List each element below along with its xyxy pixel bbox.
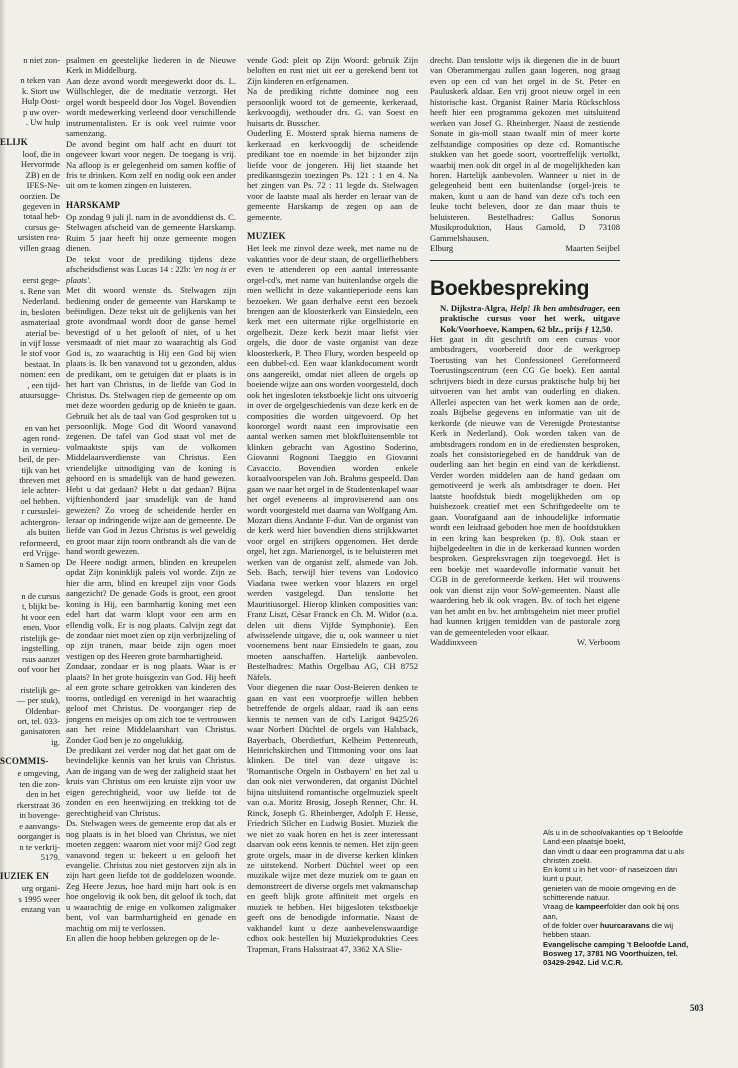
fragment-line: , een tijd- (27, 379, 60, 390)
paragraph: Zondaar, zondaar er is nog plaats. Waar is er plaats? In het grote huisgezin van God. Hij heeft al een grote schare getrokken van kinderen des toorns, ontledigd en verenigd in het waarachtig geloof met Christus. De voorganger riep de jongens en meisjes op om zich toe te vertrouwen aan het reine Middelaarshart van Christus. Zonder God ben je zo ongelukkig. (66, 661, 236, 745)
fragment-line: e omgeving, (17, 768, 60, 779)
signature-name: Maarten Seijbel (565, 243, 620, 254)
fragment-line: iele achter- (21, 485, 60, 496)
fragment-line: r cursuslei- (21, 506, 60, 517)
text: folder dan ook bij ons aan, (543, 902, 680, 921)
fragment-line: n niet zon- (23, 55, 60, 65)
section-heading-harskamp: HARSKAMP (66, 199, 121, 210)
fragment-line: ht voor een (21, 611, 60, 622)
text: of de folder over (543, 920, 600, 930)
ad-contact: Evangelische camping 't Beloofde Land, Bosweg 17, 3781 NG Voorthuizen, tel. 03429-2942. Lid V.C.R. (543, 939, 689, 968)
fragment-line: Hulp Oost- (21, 96, 60, 107)
fragment-line: oof voor het (17, 664, 60, 675)
fragment-line: ganisatoren (20, 726, 60, 737)
fragment-line: IFES-Ne- (26, 180, 60, 191)
fragment-line: Nederland. (22, 296, 60, 307)
fragment-line: ristelijk ge- (20, 684, 60, 695)
fragment-line: villen graag (19, 242, 60, 253)
fragment-line: n teken van (20, 75, 60, 86)
paragraph: De avond begint om half acht en duurt tot ongeveer kwart voor negen. De toegang is vrij. Na afloop is er gelegenheid om samen koffie of fris te drinken. Kom zelf en nodig ook een ander uit om te komen zingen en luisteren. (66, 138, 236, 191)
fragment-line: den in het (26, 789, 60, 800)
fragment-line: oorzien. De (19, 190, 60, 201)
fragment-line: . Uw hulp (25, 117, 60, 128)
fragment-line: threven met (19, 474, 60, 485)
fragment-line: tijk van het (21, 464, 60, 475)
fragment-line: Hervormde (20, 159, 60, 170)
fragment-line: enen. Voor (23, 622, 60, 633)
review-book-details: , een praktische cursus voor het werk, uitgave Kok/Voorhoeve, Kampen, 62 blz., prijs ƒ 12,50. (440, 302, 620, 334)
fragment-line: Oldenbar- (25, 705, 60, 716)
paragraph: Met dit woord wenste ds. Stelwagen zijn bediening onder de gemeente van Harskamp te beëindigen. Deze tekst uit de gelijkenis van het grote avondmaal wordt door de ganse hemel bevestigd of u het gelooft of niet, of u het versmaadt of niet maar zo waarachtig als God God is, zo waarachtig is Hij een God bij wien plaats is. Ik ben vanavond tot u gezonden, aldus de predikant, om te getuigen dat er plaats is in het hart van Christus, in de liefde van God in Christus. Ds. Stelwagen riep de gemeente op om met deze woorden gedurig op de knieën te gaan. Gebruik het als de taal van God gesproken tot u persoonlijk. Moge God dit Woord vanavond zegenen. De tafel van God staat vol met de volmaaktste spijs van de volkomen Middelaarsverdienste van Christus. Een vriendelijke uitnodiging van de koning is gehoord en is smadelijk van de hand gewezen. Hebt u dat gedaan? Hebt u dat gedaan? Bijna vijftienhonderd jaar smadelijk van de hand gewezen? Zo vroeg de scheidende herder en leraar op indringende wijze aan de gemeente. De liefde van God in Jezus Christus is wel geweldig en groot maar zijn toorn ontbrandt als die van de hand wordt gewezen. (66, 285, 236, 557)
paragraph: Na de prediking richtte dominee nog een persoonlijk woord tot de gemeente, kerkeraad, kerkvoogdij, wethouder drs. G. van Soest en huisarts dr. Busscher. (247, 86, 418, 128)
music-signature (430, 243, 620, 253)
fragment-line: achtergron- (20, 516, 60, 527)
fragment-line: p uw over- (22, 106, 60, 117)
fragment-line: le stof voor (20, 348, 60, 359)
paragraph: Op zondag 9 juli jl. nam in de avonddienst ds. C. Stelwagen afscheid van de gemeente Harskamp. Ruim 5 jaar heeft hij onze gemeente mogen dienen. (66, 211, 236, 254)
fragment-line: ig. (51, 736, 60, 747)
fragment-line: ristelijk ge- (20, 632, 60, 643)
fragment-line: enzang van (21, 904, 60, 915)
fragment-lines-f (0, 591, 60, 675)
fragment-line: erd Vrijge- (22, 548, 60, 559)
fragment-line: in vernieu- (22, 443, 60, 454)
text-bold: kampeer (575, 902, 607, 912)
fragment-line: ZB) en de (25, 169, 60, 180)
paragraph: Ds. Stelwagen wees de gemeente erop dat als er nog plaats is in het bloed van Christus, we niet moeten zeggen: waarom niet voor mij? God zegt vanavond tegen u: bekeert u en gelooft het evangelie. Christus zou niet gestorven zijn als in zijn hart geen liefde tot de goddelozen woonde. Zeg Heere Jezus, hoe hard mijn hart ook is en hoe ongelovig ik ook ben, dit geloof ik toch, dat u waarachtig de enige en volkomen zaligmaker bent, vol van barmhartigheid en genade en machtig om mij te verlossen. (66, 818, 236, 933)
fragment-heading-3: IUZIEK EN (0, 871, 50, 882)
fragment-line: agen rond- (23, 433, 60, 444)
ad-line: genieten van de mooie omgeving en de schitterende natuur. (543, 883, 676, 903)
text: De tekst voor de prediking tijdens deze afscheidsdienst was Lucas 14 : 22b: (66, 253, 236, 275)
fragment-heading-1: ELIJK (0, 136, 29, 147)
left-cut-column (0, 55, 60, 1005)
fragment-line: als buiten (26, 527, 60, 538)
fragment-line: k. Stort uw (22, 85, 60, 96)
fragment-line: s. Rene van (20, 285, 60, 296)
fragment-line: ten die zon- (19, 778, 60, 789)
fragment-line: — per stuk), (16, 695, 60, 706)
page-number: 503 (690, 1003, 704, 1013)
fragment-line: rkerstraat 36 (16, 799, 60, 810)
fragment-line: oel hebben. (20, 495, 60, 506)
fragment-line: reformeerd, (19, 537, 60, 548)
fragment-heading-2: SCOMMIS- (0, 756, 49, 767)
fragment-line: n de cursus (21, 591, 60, 602)
signature-place: Elburg (430, 243, 454, 254)
bible-quote: 'en nog is er plaats' (66, 264, 236, 285)
fragment-lines-g (0, 685, 60, 748)
fragment-line: eerst gege- (22, 275, 60, 286)
paragraph: psalmen en geestelijke liederen in de Nieuwe Kerk in Middelburg. (66, 55, 236, 76)
ad-line: En komt u in het voor- of naseizoen dan kunt u puur, (543, 865, 678, 884)
fragment-line: in bovenge- (19, 810, 60, 821)
paragraph: De Heere nodigt armen, blinden en kreupelen opdat Zijn koninklijk paleis vol worde. Zijn ze hier die arm, blind en kreupel zijn voor Gods aangezicht? De genade Gods is groot, een groot koning is Hij, een barmhartig koning met een edel hart dat warm klopt voor een arm en ellendig volk. Er is nog plaats. Calvijn zegt dat de zondaar niet moet zien op zijn verbrijzeling of op zijn tranen, maar beide zijn ogen moet vestigen op des Heeren grote barmhartigheid. (66, 556, 236, 661)
review-heading: Boekbespreking (430, 276, 590, 300)
fragment-lines-h (0, 768, 60, 862)
fragment-line: cursus ge- (24, 221, 60, 232)
fragment-line: rsus aanzet (22, 653, 60, 664)
paragraph: En allen die hoop hebben gekregen op de le- (66, 933, 220, 944)
fragment-line: aterial be- (25, 327, 60, 338)
fragment-line: t, blijkt be- (22, 601, 60, 612)
fragment-lines-b (0, 75, 60, 127)
fragment-line: e aanvangs- (19, 820, 60, 831)
paragraph: vende God: pleit op Zijn Woord: gebruik Zijn beloften en rust niet uit eer u gerekend bent tot Zijn kinderen en erfgenamen. (247, 55, 418, 86)
paragraph (66, 254, 236, 285)
ad-line (543, 921, 693, 940)
section-heading-muziek: MUZIEK (247, 231, 286, 242)
fragment-lines-c (0, 149, 60, 254)
fragment-line: gegeven in (22, 200, 60, 211)
text: Vraag de (543, 902, 576, 912)
text-bold: huurcaravans (600, 920, 650, 930)
fragment-line: atuursugge- (19, 390, 60, 401)
review-body: Het gaat in dit geschrift om een cursus voor ambtsdragers, voorbereid door de werkgroep Toerusting van het Confessioneel Gereformeerd Toerustingscentrum (een CG Ge boek). Een aantal schrijvers biedt in deze cursus praktische hulp bij het uitvoeren van het ambt van ouderling en diaken. Allerlei aspecten van het werk komen aan de orde, zoals Bijbelse gegevens en informatie van uit de kerkorde (de nieuwe van de Verenigde Protestantse Kerk in Nederland). Ook worden taken van de ambtsdragers rondom en in de erediensten besproken, zoals het consistoriegebed en de handdruk van de ouderling aan het begin en eind van de kerkdienst. Verder worden middelen aan de hand gedaan om gemotiveerd je werk als ambtsdrager te doen. Het laatste hoofdstuk biedt mogelijkheden om op huisbezoek creatief met een Schriftgedeelte om te gaan. Voorafgaand aan de inhoudelijke informatie wordt een leidraad geboden hoe men de hoofdstukken in een kring kan bespreken (p. 8). Ook staan er bijbelgedeelten in die in de kerkeraad kunnen worden besproken. Gespreksvragen zijn toegevoegd. Het is een boekje met waardevolle informatie vanuit het CGB in de gereformeerde kerken. Het wil trouwens ook van dienst zijn voor SoW-gemeenten. Naast alle waardering heb ik ook vragen. Bv. of toch het eigene van het ambt en bv. het ambtsgeheim niet meer profiel had kunnen krijgen temidden van de pastorale zorg van de gemeenteleden voor elkaar. (430, 333, 620, 637)
review-author: N. Dijkstra-Algra, (440, 302, 510, 313)
ad-line (543, 902, 693, 921)
camping-advertisement (543, 828, 693, 967)
paragraph: Ouderling E. Mosterd sprak hierna namens de kerkeraad en kerkvoogdij de scheidende predikant toe en noemde in het bijzonder zijn liefde voor de jongeren. Hij liet staande het predikantsgezin toezingen Ps. 121 : 1 en 4. Na het zingen van Ps. 72 : 11 legde ds. Stelwagen voor de laatste maal als herder en leraar van de gemeente Harskamp de zegen op aan de gemeente. (247, 128, 418, 222)
fragment-line: ursisten rea- (17, 232, 60, 243)
fragment-line: bestaat. In (24, 358, 60, 369)
fragment-lines-i (0, 883, 60, 914)
fragment-line: en van het (24, 422, 60, 433)
column-2 (247, 55, 418, 1015)
fragment-line: oorganger is (17, 831, 60, 842)
fragment-line: in vijf losse (19, 337, 60, 348)
fragment-line: s 1995 weer (18, 893, 60, 904)
fragment-line: urg organi- (21, 883, 60, 894)
fragment-line: loof, die in (22, 148, 60, 159)
review-signature (430, 637, 620, 647)
text: . (88, 274, 92, 285)
fragment-line: ort, tel. 033- (17, 716, 60, 727)
fragment-line: nomen: een (20, 369, 60, 380)
review-signer: W. Verboom (577, 637, 620, 648)
review-place: Waddinxveen (430, 637, 478, 648)
fragment-lines-a (0, 55, 60, 65)
ad-line: Als u in de schoolvakanties op 't Beloofde Land een plaatsje boekt, (543, 828, 683, 847)
review-book-title: Help! Ik ben ambtsdrager (509, 302, 603, 313)
text: die wij hebben staan. (543, 920, 674, 940)
fragment-line: totaal heb- (23, 211, 60, 222)
paragraph: Het leek me zinvol deze week, met name nu de vakanties voor de deur staan, de orgelliefhebbers even te attenderen op een aantal interessante orgel-cd's, met name van buitenlandse orgels die men wellicht in deze vakantieperiode eens kan bezoeken. We gaan derhalve eerst een bezoek brengen aan de kloosterkerk van Einsiedeln, een kerk met een uitermate rijke orgelhistorie en orgelbezit. Deze kerk bezit maar liefst vier orgels, die door de vaste organist van deze kloosterkerk, P. Theo Flury, worden bespeeld op een dubbel-cd. Een waar klankdocument wordt ons aangereikt, omdat niet alleen de orgels op boeiende wijze aan ons worden voorgesteld, doch ook het ingesloten tekstboekje licht ons uitvoerig in over de orgelgeschiedenis van deze kerk en de composities die worden uitgevoerd. Op het koororgel wordt naast een improvisatie een aantal werken samen met blokfluitensemble tot klinken gebracht van Agostino Soderino, Giovanni Rognoni Taeggio en Giovanni Cavaccio. Bovendien worden enkele koraalvoorspelen van Joh. Brahms gespeeld. Dan gaan we naar het orgel in de Studentenkapel waar het orgel eveneens al improviserend aan ons wordt voorgesteld met daarna van Wolfgang Am. Mozart diens Andante F-dur. Van de organist van de kerk werd hier bovendien diens strijkkwartet voor orgel en strijkers opgenomen. Het derde orgel, het zgn. Marienorgel, is te beluisteren met werken van de organist zelf, alsmede van Joh. Seb. Bach, terwijl hier tevens van Lodovico Viadana twee werken voor blazers en orgel werden vastgelegd. Dan tenslotte het Mauritiusorgel. Hierop klinken composities van: Franz Liszt, César Franck en Ch. M. Widor (o.a. delen uit diens Vijfde Symphonie). Een afwisselende uitgave, die u, ook wanneer u niet voornemens bent naar Einsiedeln te gaan, zou moeten aanschaffen. Hartelijk aanbevolen. Bestelhadres: Mathis Orgelbau AG, CH 8752 Näfels. (247, 243, 418, 682)
column-1 (66, 55, 236, 1015)
fragment-line: beil, de per- (18, 454, 60, 465)
fragment-line: asmateriaal (20, 317, 60, 328)
fragment-lines-d (0, 275, 60, 400)
paragraph: De predikant zei verder nog dat het gaat om de bevindelijke kennis van het kruis van Christus. Aan de ingang van de weg der zaligheid staat het kruis van Christus om een kruiste zijn voor uw eigen gerechtigheid, voor uw liefde tot de zonden en een heenwijzing en trekking tot de gerechtigheid van Christus. (66, 745, 236, 818)
fragment-line: n te verkrij- (19, 841, 60, 852)
ad-line: dan vindt u daar een programma dat u als christen zoekt. (543, 846, 684, 865)
fragment-line: 5179. (40, 852, 60, 862)
section-divider (430, 260, 620, 261)
fragment-line: n Samen op (19, 558, 60, 569)
fragment-line: in, besloten (20, 306, 60, 317)
review-book-info (430, 303, 620, 334)
paragraph: Aan deze avond wordt meegewerkt door ds. L. Wüllschleger, die de meditatie verzorgt. Het orgel wordt bespeeld door Jos Vogel. Bovendien wordt medewerking verleend door verschillende instrumentalisten. Er is ook veel ruimte voor samenzang. (66, 75, 236, 139)
paragraph: drecht. Dan tenslotte wijs ik diegenen die in de buurt van Oberammergau zullen gaan logeren, nog graag even op een cd van het orgel in de St. Peter en Pauluskerk aldaar. Een vrij groot nieuw orgel in een historische kast. Organist Rainer Maria Rückschloss heeft hier een programma gekozen met uitsluitend werken van Josef G. Rheinberger. Naast de zestiende Sonate in gis-moll staan twaalf min of meer korte zelfstandige composities op deze cd. Romantische stukken van het goede soort, voortreffelijk vertolkt, waarbij men ook dit orgel in al de mogelijkheden kan horen. Hartelijk aanbevolen. Wanneer u niet in de gelegenheid bent een buitenlandse (orgel-)reis te maken, kunt u aan de hand van deze cd's toch een leuke tocht beleven, door ze dan maar thuis te beluisteren. Bestelhadres: Gallus Sonorus Musikproduktion, Haus Gamold, D 73108 Gammelshausen. (430, 55, 620, 243)
fragment-line: ingstelling. (21, 643, 60, 654)
fragment-lines-e (0, 423, 60, 569)
paragraph: Voor diegenen die naar Oost-Beieren denken te gaan en vast een voorproefje willen hebben betreffende de orgels aldaar, raad ik aan eens kennis te nemen van de cd's Larigot 9425/26 waar Norbert Düchtel de orgels van Halsback, Bayerbach, Oberdietfurt, Kelheim Pettenreuth, Heinrichskirchen und Tittmoning voor ons laat klinken. De titel van deze uitgave is: 'Romantische Orgeln in Ostbayern' en het zal u dan ook niet verwonderen, dat organist Düchtel bijna uitsluitend romantische orgelmuziek speelt van o.a. Moritz Brosig, Joseph Renner, Chr. H. Rinck, Joseph G. Rheinberger, Adolph F. Hesse, Friedrich Silcher en Ludwig Bosiet. Muziek die we niet zo vaak horen en het is zeer interessant daarvan ook eens kennis te nemen. Het zijn geen grote orgels, maar in de diverse kerken klinken ze uitstekend. Norbert Düchtel weet op een muzikale wijze met deze muziek om te gaan en demonstreert de diverse orgels met vakmanschap en geeft blijk grote affiniteit met orgels en muziek te hebben. Het bijgesloten tekstboekje geeft ons de benodigde informatie. Naast de vakhandel kunt u deze aanbevelenswaardige cdbox ook bestellen bij Muziekprodukties Cees Trapman, Frans Halsstraat 47, 3362 XA Slie- (247, 682, 418, 954)
